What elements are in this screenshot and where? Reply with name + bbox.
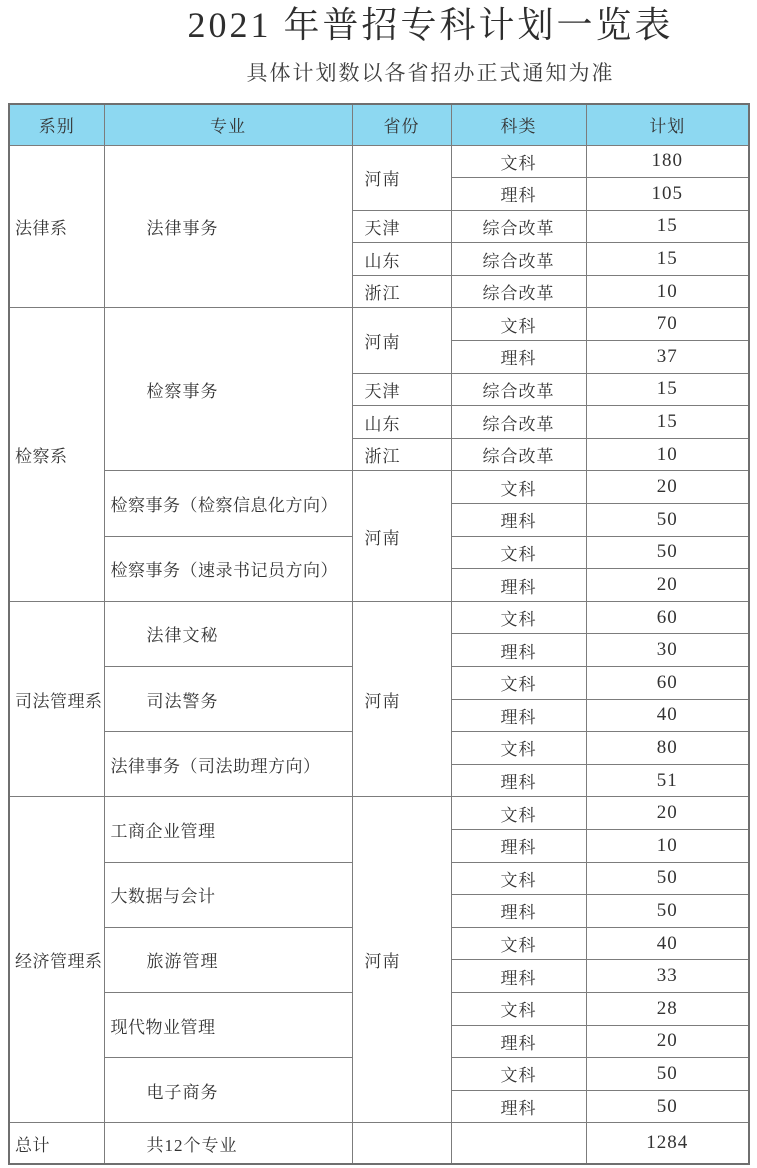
cell-plan: 50 xyxy=(586,536,749,569)
cell-major: 法律事务（司法助理方向） xyxy=(104,732,352,797)
cell-province: 浙江 xyxy=(352,275,451,308)
cell-plan: 60 xyxy=(586,601,749,634)
cell-major: 旅游管理 xyxy=(104,927,352,992)
cell-plan: 15 xyxy=(586,373,749,406)
cell-major: 工商企业管理 xyxy=(104,797,352,862)
plan-table-header xyxy=(9,104,749,145)
cell-plan: 40 xyxy=(586,699,749,732)
cell-major: 大数据与会计 xyxy=(104,862,352,927)
table-row xyxy=(9,308,749,341)
cell-subject: 理科 xyxy=(451,960,586,993)
column-header-department: 系别 xyxy=(9,104,104,145)
cell-plan: 50 xyxy=(586,862,749,895)
cell-subject: 理科 xyxy=(451,895,586,928)
cell-plan: 28 xyxy=(586,992,749,1025)
cell-major: 电子商务 xyxy=(104,1058,352,1123)
cell-subject: 综合改革 xyxy=(451,275,586,308)
cell-province: 河南 xyxy=(352,308,451,373)
cell-plan: 50 xyxy=(586,1090,749,1123)
cell-province: 浙江 xyxy=(352,438,451,471)
cell-province: 河南 xyxy=(352,797,451,1123)
cell-major: 现代物业管理 xyxy=(104,992,352,1057)
cell-subject: 理科 xyxy=(451,341,586,374)
cell-subject: 文科 xyxy=(451,862,586,895)
cell-subject: 文科 xyxy=(451,732,586,765)
cell-plan: 50 xyxy=(586,1058,749,1091)
cell-plan: 15 xyxy=(586,406,749,439)
cell-subject: 文科 xyxy=(451,797,586,830)
table-row xyxy=(9,797,749,830)
cell-subject: 综合改革 xyxy=(451,210,586,243)
cell-plan: 10 xyxy=(586,438,749,471)
cell-province: 河南 xyxy=(352,471,451,601)
cell-subject: 理科 xyxy=(451,178,586,211)
cell-major: 共12个专业 xyxy=(104,1123,352,1164)
column-header-province: 省份 xyxy=(352,104,451,145)
cell-subject: 综合改革 xyxy=(451,406,586,439)
cell-major: 司法警务 xyxy=(104,667,352,732)
cell-major: 检察事务 xyxy=(104,308,352,471)
title-block xyxy=(52,4,757,87)
cell-plan: 20 xyxy=(586,569,749,602)
cell-subject: 文科 xyxy=(451,308,586,341)
page-title: 2021 年普招专科计划一览表 xyxy=(187,5,674,45)
cell-plan: 40 xyxy=(586,927,749,960)
cell-subject: 文科 xyxy=(451,471,586,504)
cell-subject: 文科 xyxy=(451,145,586,178)
cell-major: 检察事务（检察信息化方向） xyxy=(104,471,352,536)
cell-province: 河南 xyxy=(352,145,451,210)
table-row xyxy=(9,601,749,634)
cell-province: 天津 xyxy=(352,373,451,406)
cell-department: 总计 xyxy=(9,1123,104,1164)
cell-plan: 15 xyxy=(586,210,749,243)
cell-plan: 70 xyxy=(586,308,749,341)
cell-plan: 10 xyxy=(586,829,749,862)
cell-plan: 51 xyxy=(586,764,749,797)
cell-subject: 理科 xyxy=(451,1025,586,1058)
total-row xyxy=(9,1123,749,1164)
column-header-major: 专业 xyxy=(104,104,352,145)
column-header-plan: 计划 xyxy=(586,104,749,145)
cell-subject: 文科 xyxy=(451,1058,586,1091)
cell-plan: 105 xyxy=(586,178,749,211)
cell-plan: 60 xyxy=(586,667,749,700)
cell-plan: 20 xyxy=(586,1025,749,1058)
cell-subject: 理科 xyxy=(451,569,586,602)
page-subtitle: 具体计划数以各省招办正式通知为准 xyxy=(246,61,615,86)
cell-plan: 37 xyxy=(586,341,749,374)
plan-table xyxy=(8,103,750,1165)
cell-subject: 综合改革 xyxy=(451,243,586,276)
table-row xyxy=(9,145,749,178)
cell-plan: 33 xyxy=(586,960,749,993)
cell-province: 河南 xyxy=(352,601,451,797)
cell-major: 法律文秘 xyxy=(104,601,352,666)
cell-subject: 文科 xyxy=(451,992,586,1025)
cell-subject: 理科 xyxy=(451,504,586,537)
column-header-subject: 科类 xyxy=(451,104,586,145)
cell-subject: 综合改革 xyxy=(451,438,586,471)
cell-plan: 80 xyxy=(586,732,749,765)
cell-subject: 理科 xyxy=(451,829,586,862)
cell-department: 经济管理系 xyxy=(9,797,104,1123)
cell-major: 法律事务 xyxy=(104,145,352,308)
header-row xyxy=(9,104,749,145)
cell-subject: 理科 xyxy=(451,1090,586,1123)
cell-plan: 15 xyxy=(586,243,749,276)
cell-province: 山东 xyxy=(352,243,451,276)
cell-subject: 理科 xyxy=(451,764,586,797)
cell-plan: 180 xyxy=(586,145,749,178)
plan-table-body xyxy=(9,145,749,1164)
cell-plan: 50 xyxy=(586,895,749,928)
cell-plan: 30 xyxy=(586,634,749,667)
cell-plan: 20 xyxy=(586,471,749,504)
cell-subject: 综合改革 xyxy=(451,373,586,406)
cell-subject xyxy=(451,1123,586,1164)
cell-department: 检察系 xyxy=(9,308,104,601)
table-row xyxy=(9,471,749,504)
cell-department: 法律系 xyxy=(9,145,104,308)
cell-plan: 20 xyxy=(586,797,749,830)
cell-subject: 文科 xyxy=(451,927,586,960)
cell-subject: 理科 xyxy=(451,634,586,667)
cell-subject: 理科 xyxy=(451,699,586,732)
cell-province: 山东 xyxy=(352,406,451,439)
cell-province xyxy=(352,1123,451,1164)
cell-major: 检察事务（速录书记员方向） xyxy=(104,536,352,601)
cell-plan: 1284 xyxy=(586,1123,749,1164)
cell-subject: 文科 xyxy=(451,536,586,569)
cell-department: 司法管理系 xyxy=(9,601,104,797)
cell-subject: 文科 xyxy=(451,601,586,634)
cell-subject: 文科 xyxy=(451,667,586,700)
cell-province: 天津 xyxy=(352,210,451,243)
cell-plan: 50 xyxy=(586,504,749,537)
cell-plan: 10 xyxy=(586,275,749,308)
